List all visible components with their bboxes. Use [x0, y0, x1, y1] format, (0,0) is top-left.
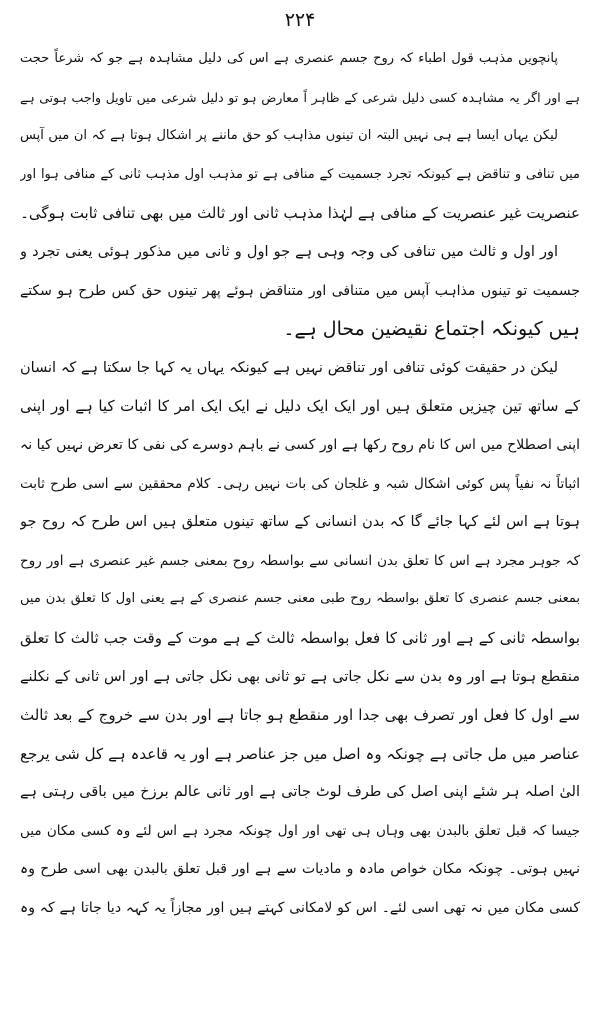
text-line: منقطع ہوتا ہے اور وہ بدن سے نکل جاتی ہے تو ثانی بھی نکل جاتی ہے اور اس ثانی کے نکلنے	[20, 668, 580, 685]
text-line: پانچویں مذہب قول اطباء کہ روح جسم عنصری ہے اس کی دلیل مشاہدہ ہے جو کہ شرعاً حجت	[20, 51, 558, 66]
text-line: اثباتاً نہ نفیاً پس کوئی اشکال شبہ و غلجان کی بات نہیں رہی۔ کلام محققین سے اسی طرح ثابت	[20, 475, 580, 492]
text-line: بمعنی جسم عنصری کا تعلق بواسطہ روح طبی معنی جسم عنصری کے ہے یعنی اول کا تعلق بدن میں	[20, 591, 580, 607]
text-line: عناصر میں مل جاتی ہے چونکہ وہ اصل میں جز عناصر ہے اور یہ قاعدہ ہے کل شی یرجع	[20, 744, 580, 763]
text-line: اپنی اصطلاح میں اس کا نام روح رکھا ہے اور کسی نے باہم دوسرے کی نفی کا تعرض نہیں کیا نہ	[20, 436, 580, 453]
text-line: کہ جوہر مجرد ہے اس کا تعلق بدن انسانی سے بواسطہ روح بمعنی جسم غیر عنصری ہے اور روح	[20, 552, 580, 569]
text-line: میں تنافی و تناقض ہے کیونکہ تجرد جسمیت کے منافی ہے تو مذہب اول مذہب ثانی کے منافی ہوا اور	[20, 166, 580, 182]
text-line: نہیں ہوتی۔ چونکہ مکان خواص مادہ و مادیات سے ہے اور قبل تعلق بالبدن بھی اسی طرح وہ	[20, 861, 580, 878]
text-line: سے اول کا فعل اور تصرف بھی جدا اور منقطع ہو جاتا ہے اور بدن سے خروج کے بعد ثالث	[20, 706, 580, 725]
text-line: ہیں کیونکہ اجتماع نقیضین محال ہے۔	[283, 318, 580, 341]
text-line: لیکن در حقیقت کوئی تنافی اور تناقض نہیں ہے کیونکہ یہاں یہ کہا جا سکتا ہے کہ انسان	[20, 359, 558, 376]
text-line: کے ساتھ تین چیزیں متعلق ہیں اور ایک ایک دلیل نے ایک ایک امر کا اثبات کیا ہے اور اپنی	[20, 397, 580, 416]
text-line: جسمیت تو تینوں مذاہب آپس میں متنافی اور متناقض ہوئے پھر تینوں حق کس طرح ہو سکتے	[20, 282, 580, 299]
body-text	[20, 40, 580, 928]
text-line: لیکن یہاں ایسا ہے ہی نہیں البتہ ان تینوں مذاہب کو حق ماننے پر اشکال ہوتا ہے کہ ان میں آپس	[20, 128, 558, 144]
text-line: اور اول و ثالث میں تنافی کی وجہ وہی ہے جو اول و ثانی میں مذکور ہوئی یعنی تجرد و	[20, 243, 558, 260]
text-line: عنصریت غیر عنصریت کے منافی ہے لہٰذا مذہب ثانی اور ثالث میں بھی تنافی ثابت ہوگی۔	[20, 204, 580, 223]
text-line: کسی مکان میں نہ تھی اسی لئے۔ اس کو لامکانی کہتے ہیں اور مجازاً یہ کہہ دیا جاتا ہے کہ وہ	[20, 900, 580, 917]
text-line: جیسا کہ قبل تعلق بالبدن بھی وہاں ہی تھی اور اول چونکہ مجرد ہے اس لئے وہ کسی مکان میں	[20, 822, 580, 839]
text-line: بواسطہ ثانی کے ہے اور ثانی کا فعل بواسطہ ثالث کے ہے موت کے وقت جب ثالث کا تعلق	[20, 628, 580, 647]
text-line: الیٰ اصلہ ہر شئے اپنی اصل کی طرف لوٹ جاتی ہے اور ثانی عالم برزخ میں باقی رہتی ہے	[20, 784, 580, 801]
text-line: ہے اور اگر یہ مشاہدہ کسی دلیل شرعی کے ظاہر اً معارض ہو تو دلیل شرعی میں تاویل واجب ہوتی ہے	[20, 89, 580, 105]
text-line: ہوتا ہے اس لئے کہا جائے گا کہ بدن انسانی کے ساتھ تینوں متعلق ہیں اس طرح کہ روح جو	[20, 514, 580, 531]
page-number: ۲۲۴	[284, 9, 316, 31]
